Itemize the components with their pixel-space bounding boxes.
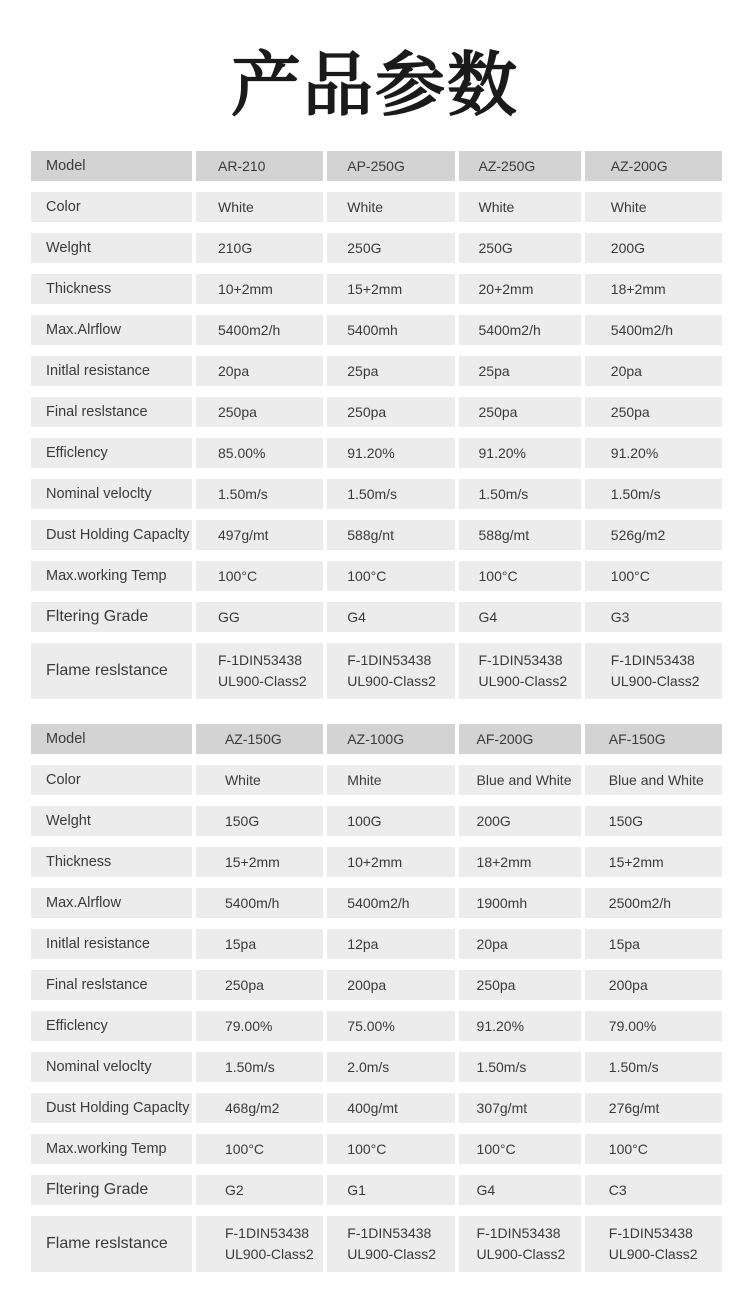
value-cell: 100°C (196, 1134, 323, 1164)
row-label: Initlal resistance (31, 356, 192, 386)
table-row (31, 192, 722, 222)
value-cell: 250pa (459, 397, 581, 427)
spec-table-1 (31, 151, 722, 710)
value-cell: 100°C (585, 561, 722, 591)
row-label: Thickness (31, 274, 192, 304)
value-line: F-1DIN53438 (347, 1225, 432, 1241)
value-cell: 1.50m/s (585, 1052, 722, 1082)
value-cell: 15pa (196, 929, 323, 959)
model-header-cell: AR-210 (196, 151, 323, 181)
value-line: F-1DIN53438 (608, 1225, 693, 1241)
value-cell: 12pa (327, 929, 454, 959)
row-label: Nominal veloclty (31, 1052, 192, 1082)
value-cell: 588g/nt (327, 520, 454, 550)
row-label: Model (31, 151, 192, 181)
value-cell: 100°C (585, 1134, 722, 1164)
row-label: Efficlency (31, 438, 192, 468)
value-cell: G1 (327, 1175, 454, 1205)
value-cell: 20pa (196, 356, 323, 386)
value-cell: 1.50m/s (585, 479, 722, 509)
row-label: Dust Holding Capaclty (31, 1093, 192, 1123)
value-line: F-1DIN53438 (610, 652, 695, 668)
table-header-row (31, 724, 722, 754)
value-cell: 1.50m/s (196, 479, 323, 509)
table-row (31, 561, 722, 591)
value-cell: 91.20% (459, 1011, 581, 1041)
table-row (31, 438, 722, 468)
value-cell: 100°C (327, 1134, 454, 1164)
value-cell (459, 1216, 581, 1272)
value-cell: 15+2mm (196, 847, 323, 877)
row-label: Max.working Temp (31, 561, 192, 591)
value-cell: G2 (196, 1175, 323, 1205)
model-header-cell: AP-250G (327, 151, 454, 181)
value-cell: G4 (459, 602, 581, 632)
table-row (31, 1134, 722, 1164)
value-cell: 210G (196, 233, 323, 263)
row-label: Max.working Temp (31, 1134, 192, 1164)
table-row (31, 397, 722, 427)
value-line: F-1DIN53438 (347, 652, 432, 668)
value-cell: 85.00% (196, 438, 323, 468)
row-label: Final reslstance (31, 397, 192, 427)
value-cell: 15pa (585, 929, 722, 959)
table-row (31, 356, 722, 386)
value-cell (585, 1216, 722, 1272)
row-label: Color (31, 192, 192, 222)
table-row (31, 765, 722, 795)
value-cell: 150G (196, 806, 323, 836)
value-cell: Blue and White (459, 765, 581, 795)
table-row (31, 1093, 722, 1123)
table-row (31, 643, 722, 699)
value-cell: 100°C (459, 1134, 581, 1164)
value-cell: White (196, 192, 323, 222)
value-cell: GG (196, 602, 323, 632)
table-row (31, 847, 722, 877)
value-cell: 91.20% (459, 438, 581, 468)
value-cell: 250pa (585, 397, 722, 427)
value-cell: 100°C (459, 561, 581, 591)
value-line: UL900-Class2 (478, 673, 568, 689)
value-cell: White (327, 192, 454, 222)
value-cell: 100G (327, 806, 454, 836)
value-cell: White (459, 192, 581, 222)
value-cell: 5400m2/h (196, 315, 323, 345)
value-cell: 79.00% (585, 1011, 722, 1041)
model-header-cell: AZ-250G (459, 151, 581, 181)
value-cell: 15+2mm (327, 274, 454, 304)
value-cell: 200G (459, 806, 581, 836)
table-row (31, 1175, 722, 1205)
value-cell: 5400m2/h (459, 315, 581, 345)
value-line: UL900-Class2 (476, 1246, 566, 1262)
table-row (31, 806, 722, 836)
page-title: 产品参数 (231, 44, 519, 126)
table-row (31, 1216, 722, 1272)
value-line: UL900-Class2 (217, 673, 307, 689)
value-cell: 1900mh (459, 888, 581, 918)
value-cell (459, 643, 581, 699)
value-cell: 150G (585, 806, 722, 836)
value-cell: 18+2mm (585, 274, 722, 304)
value-cell: 75.00% (327, 1011, 454, 1041)
value-cell: 307g/mt (459, 1093, 581, 1123)
value-cell: 5400m2/h (585, 315, 722, 345)
value-cell: G4 (327, 602, 454, 632)
model-header-cell: AZ-200G (585, 151, 722, 181)
value-line: F-1DIN53438 (478, 652, 563, 668)
table-header-row (31, 151, 722, 181)
value-cell: 10+2mm (327, 847, 454, 877)
value-cell: 25pa (327, 356, 454, 386)
table-row (31, 233, 722, 263)
value-cell: 250pa (327, 397, 454, 427)
table-row (31, 520, 722, 550)
table-row (31, 1052, 722, 1082)
row-label: Welght (31, 806, 192, 836)
table-row (31, 929, 722, 959)
value-cell: 25pa (459, 356, 581, 386)
value-cell (585, 643, 722, 699)
value-cell: 526g/m2 (585, 520, 722, 550)
value-cell: White (196, 765, 323, 795)
model-header-cell: AF-200G (459, 724, 581, 754)
value-cell: 1.50m/s (459, 479, 581, 509)
value-cell: 91.20% (585, 438, 722, 468)
value-cell (327, 643, 454, 699)
value-cell: 200G (585, 233, 722, 263)
value-line: UL900-Class2 (610, 673, 700, 689)
row-label: Dust Holding Capaclty (31, 520, 192, 550)
table-row (31, 888, 722, 918)
value-cell: 100°C (196, 561, 323, 591)
row-label: Model (31, 724, 192, 754)
table-row (31, 479, 722, 509)
row-label: Efficlency (31, 1011, 192, 1041)
value-cell: 497g/mt (196, 520, 323, 550)
value-cell: 1.50m/s (196, 1052, 323, 1082)
value-cell: 5400m2/h (327, 888, 454, 918)
value-cell (196, 1216, 323, 1272)
row-label: Welght (31, 233, 192, 263)
value-cell: 2500m2/h (585, 888, 722, 918)
value-cell: 20+2mm (459, 274, 581, 304)
value-cell: White (585, 192, 722, 222)
row-label: Initlal resistance (31, 929, 192, 959)
value-cell: 5400mh (327, 315, 454, 345)
spec-table-2 (31, 724, 722, 1283)
value-cell: 20pa (459, 929, 581, 959)
value-cell: 200pa (585, 970, 722, 1000)
table-row (31, 602, 722, 632)
table-row (31, 970, 722, 1000)
row-label: Thickness (31, 847, 192, 877)
value-cell: 250pa (459, 970, 581, 1000)
value-cell: Mhite (327, 765, 454, 795)
row-label: Color (31, 765, 192, 795)
row-label: Fltering Grade (31, 602, 192, 632)
value-cell: 276g/mt (585, 1093, 722, 1123)
row-label: Nominal veloclty (31, 479, 192, 509)
value-cell: Blue and White (585, 765, 722, 795)
value-cell: 200pa (327, 970, 454, 1000)
model-header-cell: AZ-150G (196, 724, 323, 754)
value-line: UL900-Class2 (347, 673, 436, 689)
table-row (31, 1011, 722, 1041)
value-line: F-1DIN53438 (224, 1225, 310, 1241)
value-cell: G4 (459, 1175, 581, 1205)
value-cell: 15+2mm (585, 847, 722, 877)
model-header-cell: AF-150G (585, 724, 722, 754)
row-label: Max.Alrflow (31, 315, 192, 345)
value-cell: C3 (585, 1175, 722, 1205)
value-cell: 10+2mm (196, 274, 323, 304)
row-label: Flame reslstance (31, 1216, 192, 1272)
value-cell: 250pa (196, 397, 323, 427)
value-cell: 250G (327, 233, 454, 263)
value-cell: 2.0m/s (327, 1052, 454, 1082)
value-cell: 1.50m/s (459, 1052, 581, 1082)
table-row (31, 274, 722, 304)
value-cell: 588g/mt (459, 520, 581, 550)
value-cell: 400g/mt (327, 1093, 454, 1123)
value-cell: 79.00% (196, 1011, 323, 1041)
value-line: UL900-Class2 (224, 1246, 314, 1262)
table-row (31, 315, 722, 345)
value-cell: 91.20% (327, 438, 454, 468)
value-cell: 100°C (327, 561, 454, 591)
value-cell: 18+2mm (459, 847, 581, 877)
row-label: Fltering Grade (31, 1175, 192, 1205)
value-line: UL900-Class2 (608, 1246, 698, 1262)
value-line: UL900-Class2 (347, 1246, 436, 1262)
value-cell: 250G (459, 233, 581, 263)
value-cell (196, 643, 323, 699)
value-cell: 5400m/h (196, 888, 323, 918)
row-label: Flame reslstance (31, 643, 192, 699)
row-label: Final reslstance (31, 970, 192, 1000)
value-line: F-1DIN53438 (476, 1225, 561, 1241)
value-line: F-1DIN53438 (217, 652, 303, 668)
model-header-cell: AZ-100G (327, 724, 454, 754)
row-label: Max.Alrflow (31, 888, 192, 918)
value-cell: 20pa (585, 356, 722, 386)
value-cell: 1.50m/s (327, 479, 454, 509)
value-cell: G3 (585, 602, 722, 632)
value-cell (327, 1216, 454, 1272)
value-cell: 468g/m2 (196, 1093, 323, 1123)
value-cell: 250pa (196, 970, 323, 1000)
